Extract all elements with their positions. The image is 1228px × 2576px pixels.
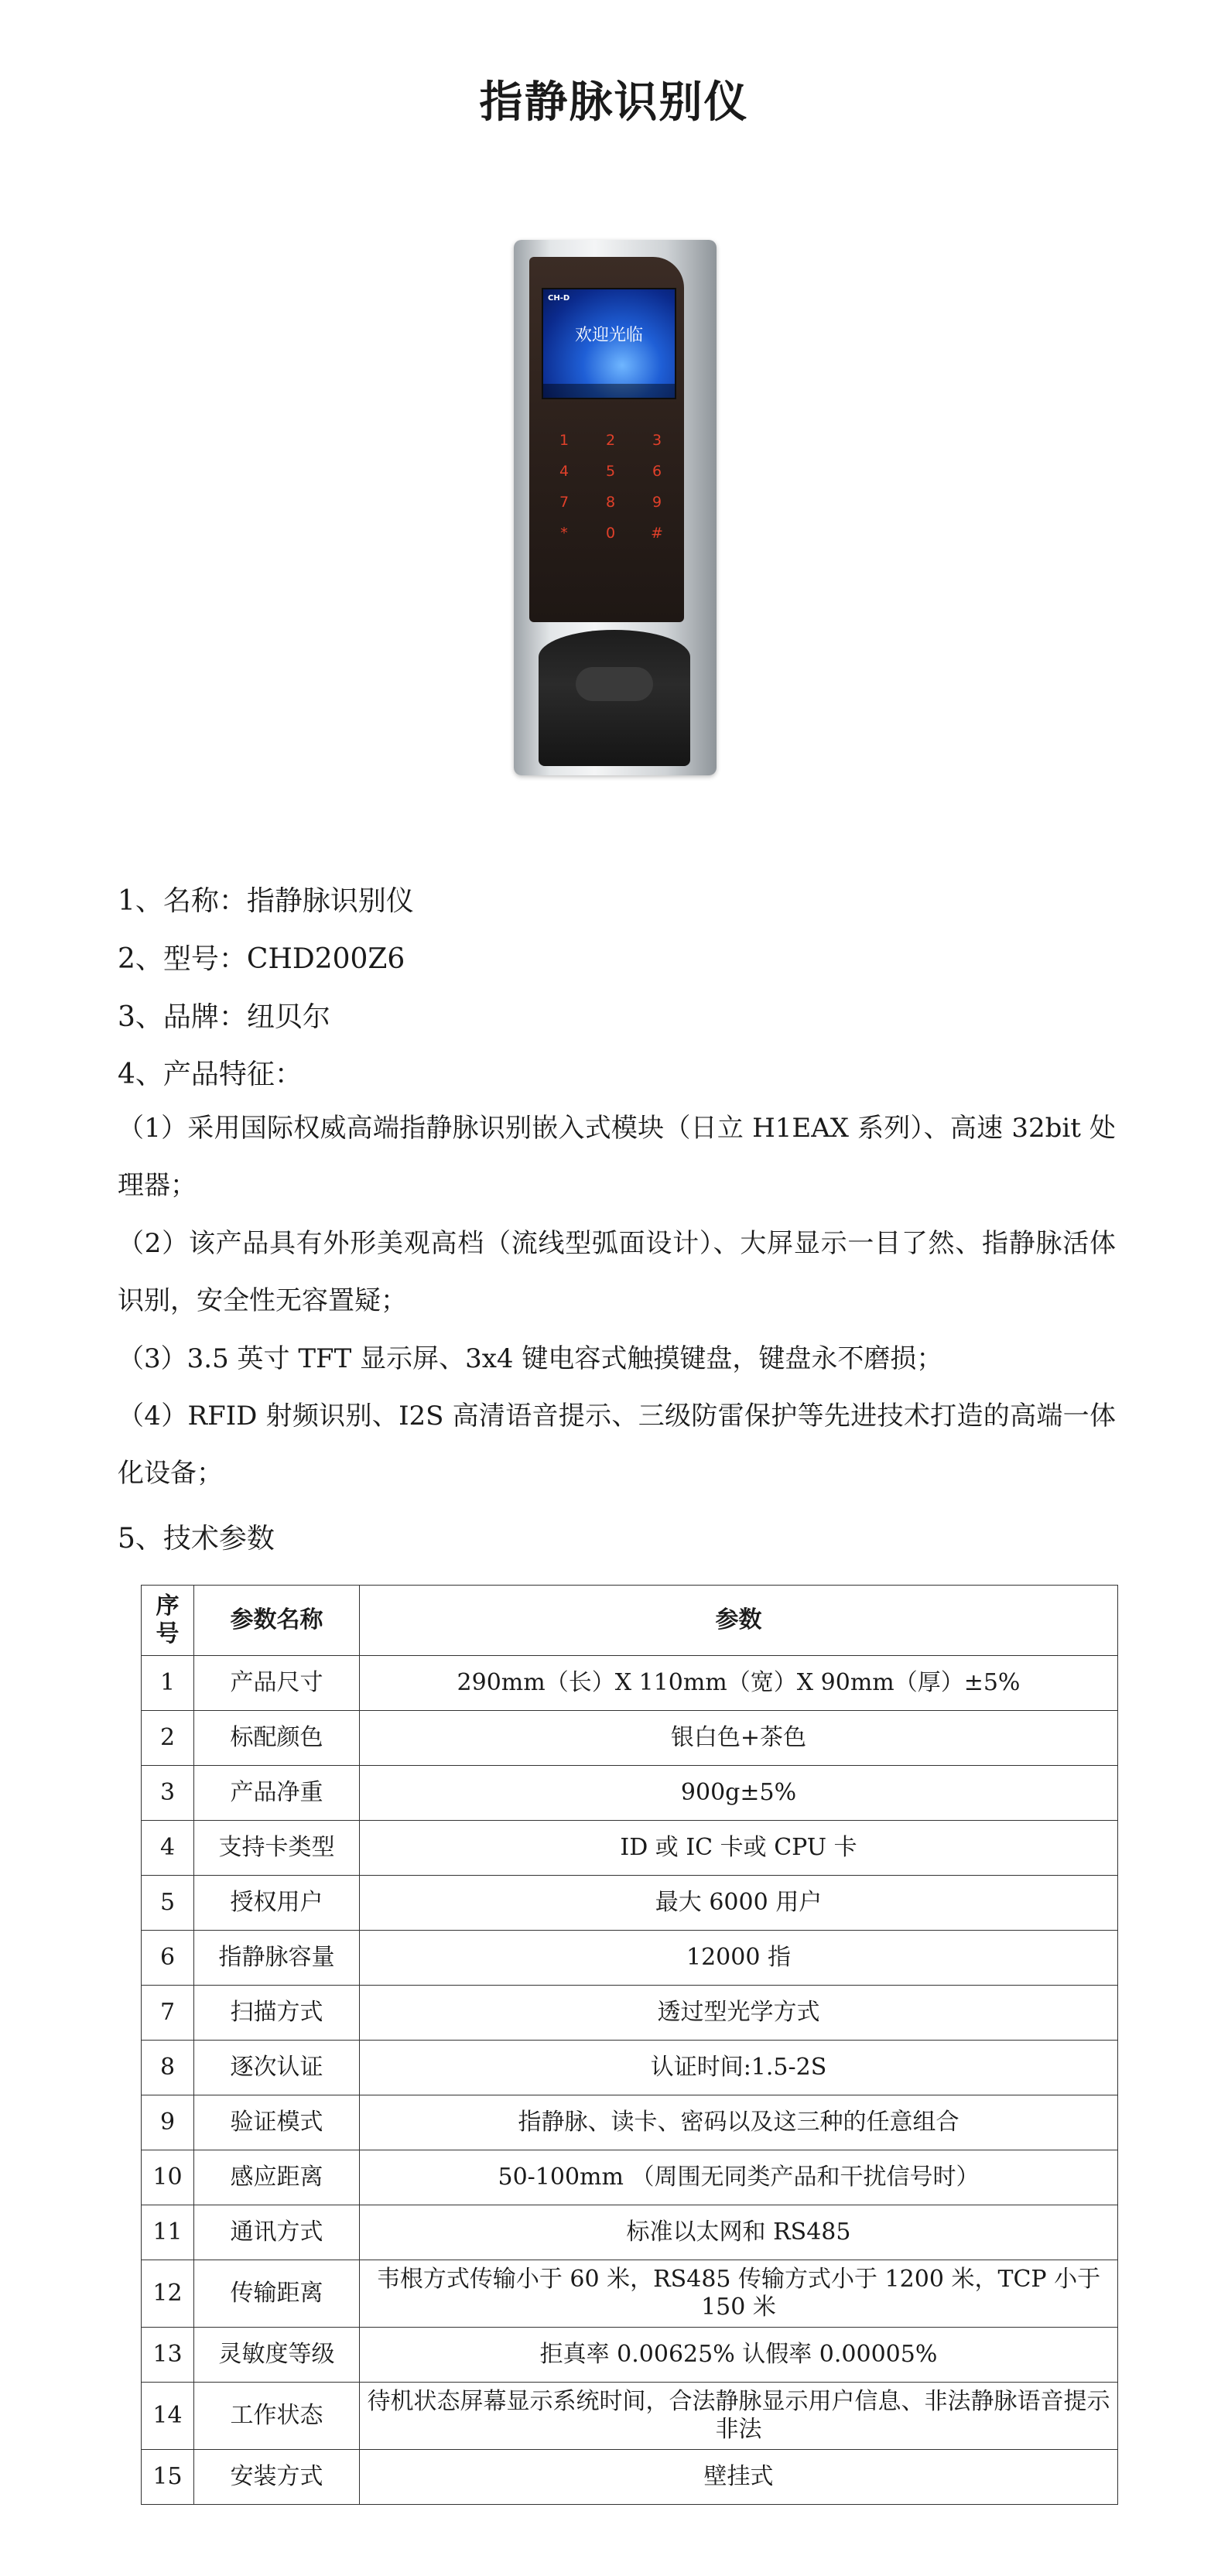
table-row	[142, 2041, 1118, 2095]
feature-1: （1）采用国际权威高端指静脉识别嵌入式模块（日立 H1EAX 系列）、高速 32bit 处理器；	[118, 1113, 1116, 1201]
row-no: 11	[142, 2205, 194, 2260]
table-row	[142, 2450, 1118, 2505]
feature-2: （2）该产品具有外形美观高档（流线型弧面设计）、大屏显示一目了然、指静脉活体识别，安全性无容置疑；	[118, 1228, 1116, 1316]
table-row	[142, 2150, 1118, 2205]
key-0: 0	[605, 525, 616, 542]
product-photo	[514, 240, 717, 775]
row-name: 指静脉容量	[194, 1931, 360, 1986]
header-no: 序号	[142, 1586, 194, 1656]
screen-status-bar	[543, 384, 675, 398]
header-value: 参数	[360, 1586, 1118, 1656]
key-8: 8	[605, 494, 616, 511]
product-model: 2、型号：CHD200Z6	[118, 943, 405, 975]
key-hash: #	[651, 525, 663, 542]
row-no: 5	[142, 1876, 194, 1931]
row-no: 2	[142, 1711, 194, 1766]
row-value: 290mm（长）X 110mm（宽）X 90mm（厚）±5%	[360, 1656, 1118, 1711]
row-no: 12	[142, 2260, 194, 2328]
row-name: 感应距离	[194, 2150, 360, 2205]
row-value: 认证时间:1.5-2S	[360, 2041, 1118, 2095]
row-value: 标准以太网和 RS485	[360, 2205, 1118, 2260]
row-no: 3	[142, 1766, 194, 1821]
key-7: 7	[559, 494, 570, 511]
table-row	[142, 2383, 1118, 2450]
row-value: ID 或 IC 卡或 CPU 卡	[360, 1821, 1118, 1876]
table-row	[142, 1656, 1118, 1711]
row-no: 6	[142, 1931, 194, 1986]
key-1: 1	[559, 432, 570, 449]
row-value: 12000 指	[360, 1931, 1118, 1986]
key-6: 6	[652, 463, 662, 480]
spec-table	[141, 1585, 1118, 2505]
row-value: 韦根方式传输小于 60 米，RS485 传输方式小于 1200 米，TCP 小于 150 米	[360, 2260, 1118, 2328]
specs-heading: 5、技术参数	[118, 1523, 275, 1555]
table-header-row	[142, 1586, 1118, 1656]
row-name: 逐次认证	[194, 2041, 360, 2095]
row-value: 指静脉、读卡、密码以及这三种的任意组合	[360, 2095, 1118, 2150]
key-2: 2	[605, 432, 616, 449]
finger-scanner-base	[539, 630, 690, 766]
row-name: 支持卡类型	[194, 1821, 360, 1876]
row-name: 产品净重	[194, 1766, 360, 1821]
finger-slot	[576, 667, 653, 701]
row-no: 4	[142, 1821, 194, 1876]
row-name: 通讯方式	[194, 2205, 360, 2260]
row-value: 最大 6000 用户	[360, 1876, 1118, 1931]
row-no: 7	[142, 1986, 194, 2041]
row-name: 产品尺寸	[194, 1656, 360, 1711]
row-no: 8	[142, 2041, 194, 2095]
table-row	[142, 1876, 1118, 1931]
row-value: 900g±5%	[360, 1766, 1118, 1821]
key-4: 4	[559, 463, 570, 480]
feature-3: （3）3.5 英寸 TFT 显示屏、3x4 键电容式触摸键盘，键盘永不磨损；	[118, 1343, 943, 1374]
row-no: 13	[142, 2328, 194, 2383]
row-name: 工作状态	[194, 2383, 360, 2450]
screen-logo: CH-D	[548, 294, 570, 303]
table-row	[142, 1931, 1118, 1986]
key-3: 3	[652, 432, 662, 449]
row-value: 拒真率 0.00625% 认假率 0.00005%	[360, 2328, 1118, 2383]
table-row	[142, 1986, 1118, 2041]
table-row	[142, 2328, 1118, 2383]
features-heading: 4、产品特征：	[118, 1059, 303, 1090]
page-title: 指静脉识别仪	[479, 77, 749, 128]
table-row	[142, 2260, 1118, 2328]
table-row	[142, 1821, 1118, 1876]
row-no: 9	[142, 2095, 194, 2150]
row-name: 扫描方式	[194, 1986, 360, 2041]
key-5: 5	[605, 463, 616, 480]
row-value: 透过型光学方式	[360, 1986, 1118, 2041]
product-brand: 3、品牌：纽贝尔	[118, 1001, 330, 1033]
table-row	[142, 2095, 1118, 2150]
row-name: 验证模式	[194, 2095, 360, 2150]
row-no: 1	[142, 1656, 194, 1711]
device-screen	[542, 288, 676, 399]
row-no: 15	[142, 2450, 194, 2505]
row-name: 安装方式	[194, 2450, 360, 2505]
row-no: 10	[142, 2150, 194, 2205]
key-star: *	[560, 525, 568, 542]
row-name: 标配颜色	[194, 1711, 360, 1766]
row-name: 灵敏度等级	[194, 2328, 360, 2383]
product-name: 1、名称：指静脉识别仪	[118, 885, 414, 917]
row-value: 50-100mm （周围无同类产品和干扰信号时）	[360, 2150, 1118, 2205]
screen-welcome-text: 欢迎光临	[574, 326, 643, 345]
row-value: 银白色+茶色	[360, 1711, 1118, 1766]
feature-4: （4）RFID 射频识别、I2S 高清语音提示、三级防雷保护等先进技术打造的高端一体化设备；	[118, 1401, 1116, 1489]
row-name: 授权用户	[194, 1876, 360, 1931]
device-front-panel	[529, 257, 684, 622]
row-name: 传输距离	[194, 2260, 360, 2328]
key-9: 9	[652, 494, 662, 511]
row-value: 壁挂式	[360, 2450, 1118, 2505]
row-value: 待机状态屏幕显示系统时间，合法静脉显示用户信息、非法静脉语音提示非法	[360, 2383, 1118, 2450]
row-no: 14	[142, 2383, 194, 2450]
table-row	[142, 2205, 1118, 2260]
table-row	[142, 1766, 1118, 1821]
header-name: 参数名称	[194, 1586, 360, 1656]
table-row	[142, 1711, 1118, 1766]
